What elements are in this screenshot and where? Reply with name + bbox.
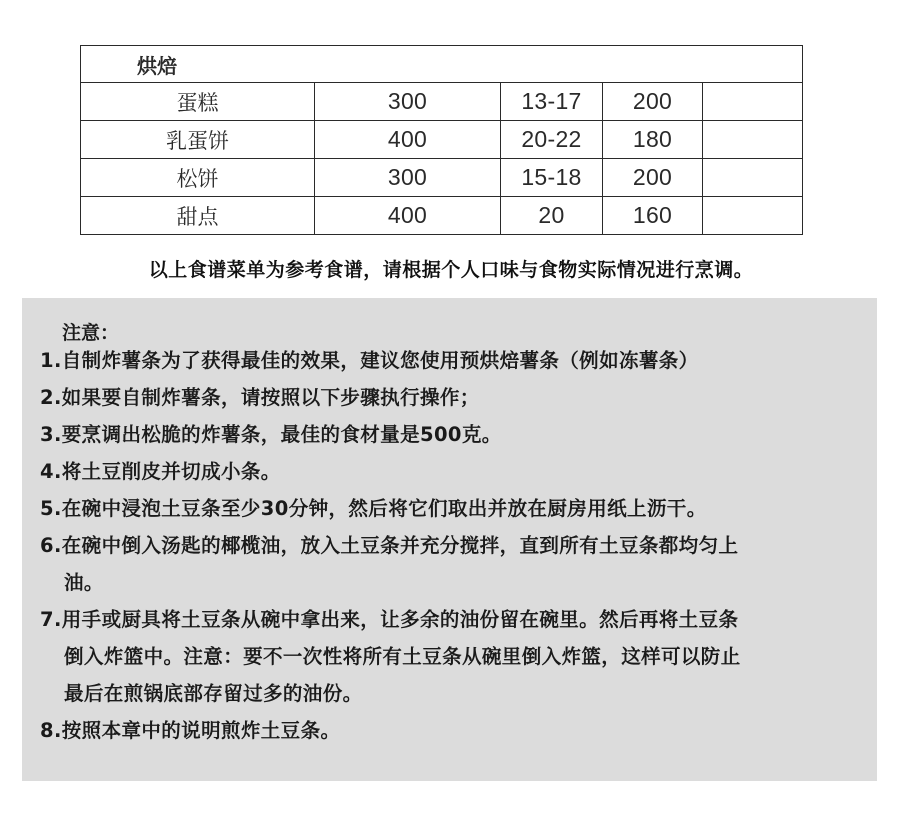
notes-panel <box>22 298 877 781</box>
table-row <box>81 159 803 197</box>
note-text: 6.在碗中倒入汤匙的椰榄油，放入土豆条并充分搅拌，直到所有土豆条都均匀上 <box>40 534 739 557</box>
note-item <box>40 416 870 453</box>
note-text: 4.将土豆削皮并切成小条。 <box>40 460 281 483</box>
note-text: 8.按照本章中的说明煎炸土豆条。 <box>40 719 341 742</box>
cell-food-name: 甜点 <box>81 197 315 235</box>
note-item <box>40 453 870 490</box>
table-row <box>81 121 803 159</box>
note-item <box>40 379 870 416</box>
note-text-continuation: 最后在煎锅底部存留过多的油份。 <box>64 682 363 705</box>
cell-temperature: 200 <box>603 83 703 121</box>
baking-table-container <box>80 45 802 235</box>
cell-temperature: 200 <box>603 159 703 197</box>
note-item <box>40 601 870 712</box>
section-title: 烘焙 <box>81 46 803 83</box>
cell-empty <box>703 197 803 235</box>
cell-food-name: 松饼 <box>81 159 315 197</box>
cell-amount: 300 <box>315 83 501 121</box>
note-text: 5.在碗中浸泡土豆条至少30分钟，然后将它们取出并放在厨房用纸上沥干。 <box>40 497 707 520</box>
cell-time: 20 <box>501 197 603 235</box>
cell-amount: 400 <box>315 197 501 235</box>
note-item <box>40 490 870 527</box>
cell-empty <box>703 121 803 159</box>
cell-empty <box>703 83 803 121</box>
table-section-header <box>81 46 803 83</box>
table-row <box>81 197 803 235</box>
cell-time: 20-22 <box>501 121 603 159</box>
note-text: 3.要烹调出松脆的炸薯条，最佳的食材量是500克。 <box>40 423 502 446</box>
cell-food-name: 乳蛋饼 <box>81 121 315 159</box>
cell-amount: 300 <box>315 159 501 197</box>
cell-empty <box>703 159 803 197</box>
note-text-continuation: 油。 <box>64 571 104 594</box>
cell-amount: 400 <box>315 121 501 159</box>
table-row <box>81 83 803 121</box>
baking-table <box>80 45 803 235</box>
cell-time: 15-18 <box>501 159 603 197</box>
note-item <box>40 712 870 749</box>
note-text: 7.用手或厨具将土豆条从碗中拿出来，让多余的油份留在碗里。然后再将土豆条 <box>40 608 739 631</box>
cell-time: 13-17 <box>501 83 603 121</box>
note-item <box>40 342 870 379</box>
disclaimer-text: 以上食谱菜单为参考食谱，请根据个人口味与食物实际情况进行烹调。 <box>148 259 754 281</box>
cell-food-name: 蛋糕 <box>81 83 315 121</box>
cell-temperature: 180 <box>603 121 703 159</box>
notes-list <box>40 342 870 749</box>
cell-temperature: 160 <box>603 197 703 235</box>
notes-title: 注意： <box>62 322 120 344</box>
note-text: 2.如果要自制炸薯条，请按照以下步骤执行操作； <box>40 386 480 409</box>
note-item <box>40 527 870 601</box>
note-text-continuation: 倒入炸篮中。注意：要不一次性将所有土豆条从碗里倒入炸篮，这样可以防止 <box>64 645 741 668</box>
note-text: 1.自制炸薯条为了获得最佳的效果，建议您使用预烘焙薯条（例如冻薯条） <box>40 349 699 372</box>
